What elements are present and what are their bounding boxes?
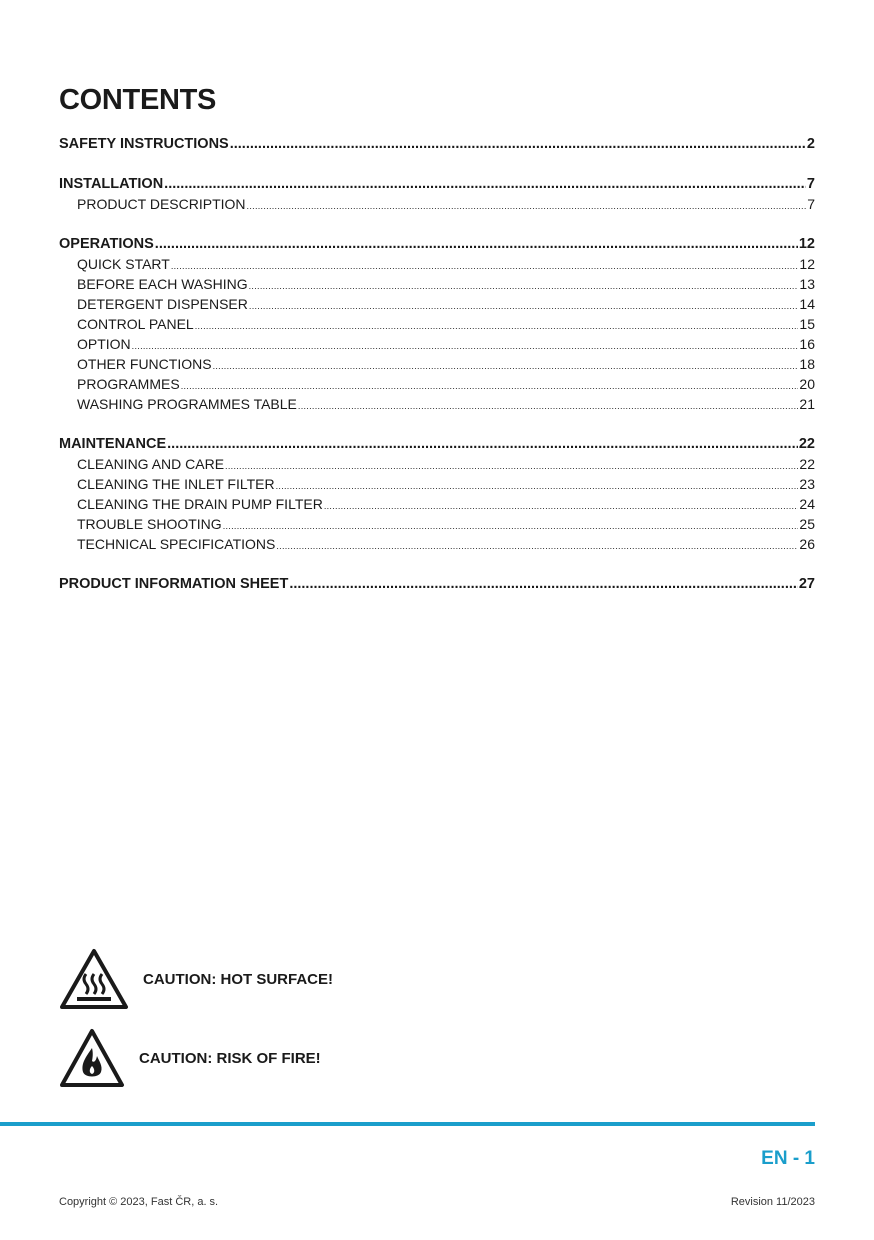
toc-entry[interactable] xyxy=(59,134,815,154)
toc-entry-label: BEFORE EACH WASHING xyxy=(77,276,248,292)
toc-leader-dots xyxy=(324,496,799,514)
toc-entry-page: 24 xyxy=(799,496,815,512)
toc-entry-label: QUICK START xyxy=(77,256,170,272)
toc-entry[interactable] xyxy=(59,574,815,594)
toc-entry[interactable] xyxy=(59,454,815,474)
toc-entry-label: PROGRAMMES xyxy=(77,376,180,392)
toc-entry-page: 15 xyxy=(799,316,815,332)
toc-entry-label: OTHER FUNCTIONS xyxy=(77,356,212,372)
toc-entry-label: CONTROL PANEL xyxy=(77,316,194,332)
toc-leader-dots xyxy=(276,476,799,494)
toc-entry-page: 23 xyxy=(799,476,815,492)
toc-entry-page: 21 xyxy=(799,396,815,412)
toc-leader-dots xyxy=(225,456,798,474)
caution-hot-surface xyxy=(59,948,333,1010)
page-number: EN - 1 xyxy=(761,1148,815,1169)
toc-entry-page: 14 xyxy=(799,296,815,312)
copyright-text: Copyright © 2023, Fast ČR, a. s. xyxy=(59,1196,219,1208)
toc-entry-label: CLEANING AND CARE xyxy=(77,456,225,472)
toc-entry-page: 7 xyxy=(806,176,815,192)
toc-entry-page: 12 xyxy=(799,256,815,272)
caution-risk-of-fire-text: CAUTION: RISK OF FIRE! xyxy=(139,1049,321,1067)
toc-entry-label: DETERGENT DISPENSER xyxy=(77,296,248,312)
toc-entry-page: 12 xyxy=(798,236,815,252)
hot-surface-warning-icon xyxy=(59,948,129,1010)
toc-entry-label: TECHNICAL SPECIFICATIONS xyxy=(77,536,276,552)
fire-warning-icon xyxy=(59,1028,125,1088)
toc-entry[interactable] xyxy=(59,234,815,254)
toc-entry-label: TROUBLE SHOOTING xyxy=(77,516,222,532)
toc-leader-dots xyxy=(213,356,799,374)
toc-entry-page: 2 xyxy=(806,136,815,152)
revision-text: Revision 11/2023 xyxy=(730,1196,815,1208)
toc-entry-label: CLEANING THE INLET FILTER xyxy=(77,476,275,492)
toc-leader-dots xyxy=(289,574,798,594)
toc-leader-dots xyxy=(230,134,806,154)
toc-entry[interactable] xyxy=(59,514,815,534)
toc-entry-label: OPERATIONS xyxy=(59,236,154,252)
toc-entry[interactable] xyxy=(59,534,815,554)
caution-hot-surface-text: CAUTION: HOT SURFACE! xyxy=(143,970,333,988)
toc-entry-label: INSTALLATION xyxy=(59,176,164,192)
toc-entry[interactable] xyxy=(59,494,815,514)
toc-leader-dots xyxy=(247,196,807,214)
toc-entry[interactable] xyxy=(59,294,815,314)
toc-entry-page: 20 xyxy=(799,376,815,392)
toc-entry[interactable] xyxy=(59,174,815,194)
toc-entry-page: 25 xyxy=(799,516,815,532)
toc-entry-page: 22 xyxy=(798,436,815,452)
toc-leader-dots xyxy=(171,256,799,274)
toc-entry[interactable] xyxy=(59,254,815,274)
table-of-contents xyxy=(59,134,815,594)
toc-entry-label: SAFETY INSTRUCTIONS xyxy=(59,136,229,152)
toc-leader-dots xyxy=(167,434,798,454)
toc-entry-page: 26 xyxy=(799,536,815,552)
toc-leader-dots xyxy=(298,396,799,414)
toc-entry-page: 13 xyxy=(799,276,815,292)
toc-leader-dots xyxy=(249,296,799,314)
toc-entry-page: 7 xyxy=(807,196,815,212)
toc-leader-dots xyxy=(181,376,799,394)
toc-entry-label: PRODUCT INFORMATION SHEET xyxy=(59,576,289,592)
toc-entry-page: 18 xyxy=(799,356,815,372)
toc-entry[interactable] xyxy=(59,474,815,494)
toc-entry[interactable] xyxy=(59,434,815,454)
toc-entry-label: PRODUCT DESCRIPTION xyxy=(77,196,246,212)
toc-entry[interactable] xyxy=(59,334,815,354)
toc-leader-dots xyxy=(164,174,806,194)
toc-entry-label: MAINTENANCE xyxy=(59,436,167,452)
toc-entry[interactable] xyxy=(59,374,815,394)
toc-entry[interactable] xyxy=(59,194,815,214)
footer-divider xyxy=(0,1122,815,1126)
toc-leader-dots xyxy=(276,536,798,554)
toc-entry-label: WASHING PROGRAMMES TABLE xyxy=(77,396,297,412)
toc-entry-page: 16 xyxy=(799,336,815,352)
toc-leader-dots xyxy=(249,276,799,294)
toc-entry[interactable] xyxy=(59,354,815,374)
toc-entry-page: 22 xyxy=(799,456,815,472)
caution-risk-of-fire xyxy=(59,1028,321,1088)
page-title: CONTENTS xyxy=(59,84,217,116)
toc-entry[interactable] xyxy=(59,394,815,414)
toc-entry[interactable] xyxy=(59,274,815,294)
toc-entry-label: CLEANING THE DRAIN PUMP FILTER xyxy=(77,496,323,512)
toc-leader-dots xyxy=(155,234,798,254)
toc-entry[interactable] xyxy=(59,314,815,334)
toc-entry-page: 27 xyxy=(798,576,815,592)
toc-entry-label: OPTION xyxy=(77,336,131,352)
toc-leader-dots xyxy=(223,516,799,534)
toc-leader-dots xyxy=(132,336,799,354)
toc-leader-dots xyxy=(195,316,799,334)
